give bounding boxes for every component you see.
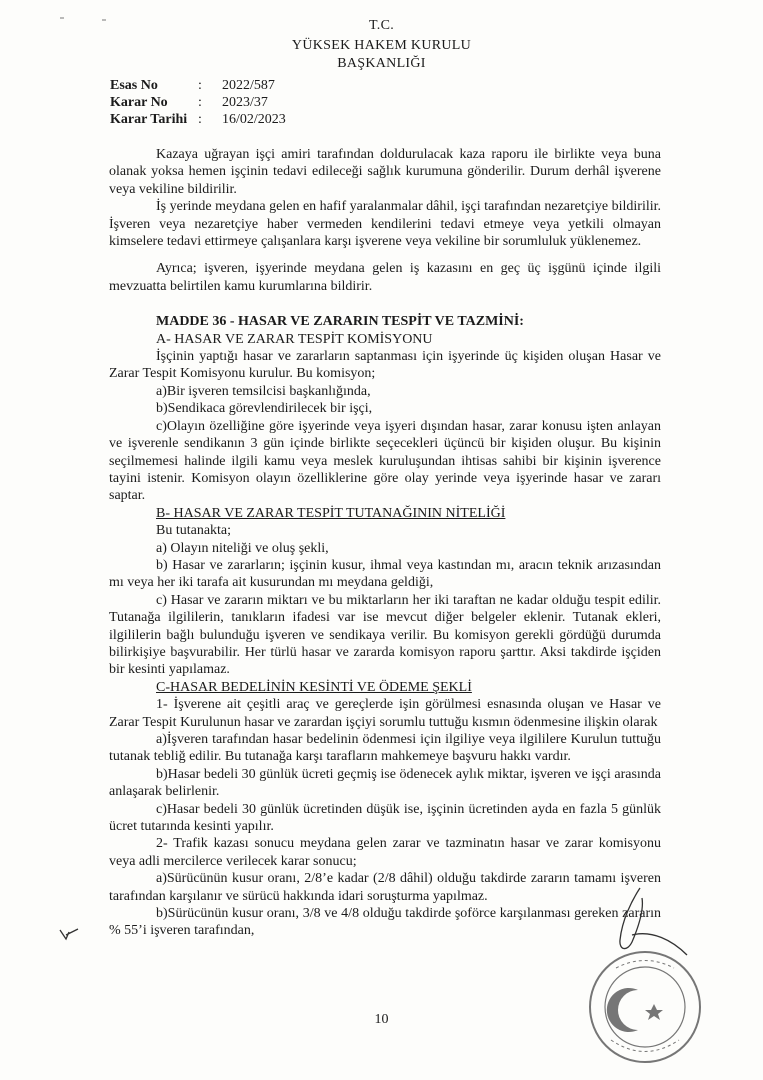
paragraph: Ayrıca; işveren, işyerinde meydana gelen iş kazasını en geç üç işgünü içinde ilgili mevzuatta belirtilen kamu kurumlarına bildirir. [109, 261, 661, 294]
signature-icon [592, 880, 702, 970]
meta-value: 16/02/2023 [222, 112, 286, 127]
list-item: a)İşveren tarafından hasar bedelinin ödenmesi için ilgiliye veya ilgililere Kurulun tuttuğu tutanak tebliğ edilir. Bu tutanağa karşı tarafların mahkemeye başvuru hakkı vardır. [109, 732, 661, 765]
section-heading-b: B- HASAR VE ZARAR TESPİT TUTANAĞININ NİTELİĞİ [156, 505, 506, 521]
meta-colon: : [198, 95, 202, 110]
meta-value: 2023/37 [222, 95, 268, 110]
scan-mark-icon [58, 12, 108, 24]
document-body [109, 146, 661, 940]
header-tc: T.C. [368, 18, 395, 33]
meta-label: Karar No [110, 95, 168, 110]
list-item: b)Sendikaca görevlendirilecek bir işçi, [156, 401, 373, 417]
meta-colon: : [198, 112, 202, 127]
article-title: MADDE 36 - HASAR VE ZARARIN TESPİT VE TAZMİNİ: [156, 314, 524, 330]
list-item: a) Olayın niteliği ve oluş şekli, [156, 540, 329, 556]
paragraph: İşçinin yaptığı hasar ve zararların saptanması için işyerinde üç kişiden oluşan Hasar ve Zarar Tespit Komisyonu kurulur. Bu komisyon; [109, 349, 661, 382]
list-item: a)Bir işveren temsilcisi başkanlığında, [156, 383, 371, 399]
page-number: 10 [374, 1012, 389, 1027]
list-item: c)Olayın özelliğine göre işyerinde veya işyeri dışından hasar, zarar konusu işten anlayan ve işverenle sendikanın 3 gün içinde birlikte seçecekleri üçüncü bir kişiden oluşur. Bu kişinin seçilmemesi halinde ilgili kamu veya meslek kuruluşundan ihtisas sahibi bir kişinin işverence tayini istenir. Komisyon olayın özelliklerine göre olay yerinde veya işyerinde hasar ve zararı saptar. [109, 418, 661, 504]
spacer [109, 250, 661, 260]
list-item: a)Sürücünün kusur oranı, 2/8’e kadar (2/8 dâhil) olduğu takdirde zararın tamamı işveren tarafından karşılanır ve sürücü hakkında idari soruşturma yapılmaz. [109, 871, 661, 904]
list-item: c)Hasar bedeli 30 günlük ücretinden düşük ise, işçinin ücretinden ayda en fazla 5 günlük ücret tutarında kesinti yapılır. [109, 801, 661, 835]
list-item: c) Hasar ve zararın miktarı ve bu miktarların her iki taraftan ne kadar olduğu tespit edilir. Tutanağa ilgililerin, tanıkların ifadesi var ise mevcut diğer belgeler eklenir. Tutanak ekleri, ilgililerin bağlı bulunduğu işveren ve sendikaya verilir. Bu komisyon gerekli gördüğü durumda bilirkişiye başvurabilir. Her türlü hasar ve zararda komisyon raporu şarttır. Aksi takdirde işçiden bir kesinti yapılamaz. [109, 592, 661, 678]
meta-row-esas [110, 77, 286, 94]
meta-label: Karar Tarihi [110, 112, 188, 127]
case-metadata [110, 77, 286, 128]
header-presidency: BAŞKANLIĞI [337, 56, 426, 71]
paragraph: 1- İşverene ait çeşitli araç ve gereçlerde işin görülmesi esnasında oluşan ve Hasar ve Zarar Tespit Kurulunun hasar ve zarardan işçiyi sorumlu tuttuğu kısmın ödenmesine ilişkin olarak [109, 697, 661, 730]
list-item: b)Hasar bedeli 30 günlük ücreti geçmiş ise ödenecek aylık miktar, işveren ve işçi arasında anlaşarak belirlenir. [109, 766, 661, 800]
meta-colon: : [198, 78, 202, 93]
meta-label: Esas No [110, 78, 158, 93]
meta-value: 2022/587 [222, 78, 275, 93]
spacer [109, 295, 661, 313]
meta-row-karar [110, 94, 286, 111]
handwritten-mark-icon [58, 926, 80, 942]
paragraph: İş yerinde meydana gelen en hafif yaralanmalar dâhil, işçi tarafından nezaretçiye bildirilir. İşveren veya nezaretçiye haber vermeden kendilerini tedavi etmeye veya yetkili olmayan kimselere tedavi ettirmeye çalışanlara karşı işverene veya vekiline bir sorumluluk yüklenemez. [109, 199, 661, 250]
meta-row-tarih [110, 111, 286, 128]
list-item: b) Hasar ve zararların; işçinin kusur, ihmal veya kastından mı, aracın teknik arızasından mı veya her iki tarafa ait kusurundan mı meydana geldiği, [109, 557, 661, 591]
paragraph: Bu tutanakta; [156, 523, 232, 539]
header-institution: YÜKSEK HAKEM KURULU [291, 38, 472, 53]
paragraph: Kazaya uğrayan işçi amiri tarafından doldurulacak kaza raporu ile birlikte veya buna olanak yoksa hemen işçinin tedavi edileceği sağlık kurumuna gönderilir. Durum derhâl işverene veya vekiline bildirilir. [109, 147, 661, 197]
list-item: b)Sürücünün kusur oranı, 3/8 ve 4/8 olduğu takdirde şoförce karşılanması gereken zararın % 55’i işveren tarafından, [109, 906, 661, 939]
section-heading-c: C-HASAR BEDELİNİN KESİNTİ VE ÖDEME ŞEKLİ [156, 679, 472, 695]
paragraph: 2- Trafik kazası sonucu meydana gelen zarar ve tazminatın hasar ve zarar komisyonu veya adli mercilerce verilecek karar sonucu; [109, 836, 661, 869]
section-heading-a: A- HASAR VE ZARAR TESPİT KOMİSYONU [156, 331, 433, 347]
